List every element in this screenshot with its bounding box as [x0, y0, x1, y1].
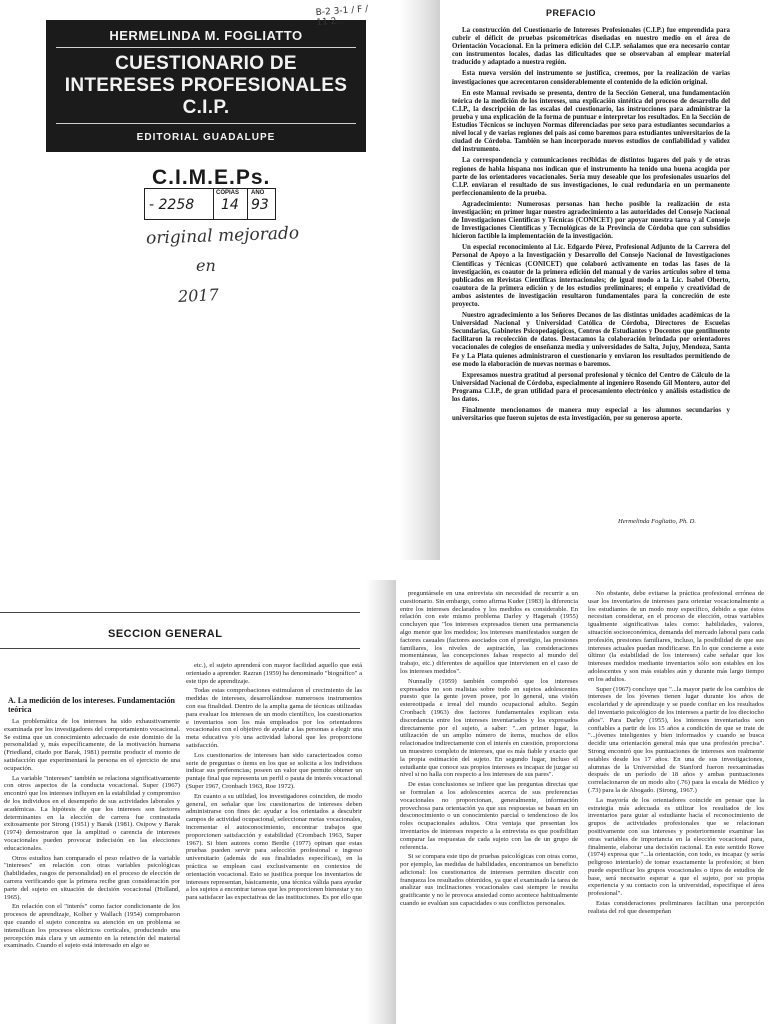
preface-paragraph: La construcción del Cuestionario de Intereses Profesionales (C.I.P.) fue emprendida para cubrir el déficit de pruebas psicométricas diseñadas en nuestro medio en el área de Orientación Vocacional. En la primera edición del C.I.P. señalamos que era necesario contar con instrumentos locales, dadas las dificultades que se observaban al emplear material traducido y adaptado a nuestra región.	[452, 27, 730, 67]
text-column-2	[186, 662, 362, 904]
column-paragraph: Los cuestionarios de intereses han sido caracterizados como serie de preguntas o ítems en los que se solicita a los individuos indicar sus preferencias; poseen un valor que permite obtener un puntaje final que representa un perfil o pauta de interés vocacional (Super 1967, Cronbach 1963, Roe 1972).	[186, 751, 362, 790]
text-column-1	[4, 718, 180, 952]
handwritten-corner-note: B-2 3-1 / F / 11 2...	[315, 4, 369, 29]
column-paragraph: En cuanto a su utilidad, los investigadores coinciden, de modo general, en señalar que los cuestionarios de intereses deben administrarse con fines de: ayudar a los orientados a descubrir campos de actividad ocupacional, seleccionar metas vocacionales, incrementar el autoconocimiento, encontrar trabajos que proporcionen satisfacción y estabilidad (Crombach 1963, Super 1967). Si bien autores como Berdie (1977) opinan que estas pruebas pueden servir para selección profesional e ingreso universitario (además de sus finalidades específicas), en la práctica se emplean casi exclusivamente en contextos de orientación vocacional. Esto se justifica porque los inventarios de intereses representan, básicamente, una técnica válida para ayudar a los sujetos a encontrar tareas que les proporcionen bienestar y no para satisfacer las expectativas de las instituciones. Es por ello que	[186, 792, 362, 902]
text-column-3	[400, 590, 578, 910]
cover-title-line2: INTERESES PROFESIONALES	[64, 75, 348, 96]
column-paragraph: De estas conclusiones se infiere que las preguntas directas que se formulan a los adolescentes acerca de sus preferencias vocacionales no proporcionan, generalmente, información provechosa para orientación ya que sus respuestas se basan en un desconocimiento o un conocimiento parcial o tendencioso de los roles ocupacionales adultos. Otra ventaja que presentan los inventarios de intereses respecto a la entrevista es que posibilitan comparar las respuestas de cada sujeto con las de un grupo de referencia.	[400, 781, 578, 851]
preface-paragraph: Esta nueva versión del instrumento se justifica, creemos, por la realización de varias investigaciones que acrecentaron considerablemente el contenido de la edición original.	[452, 70, 730, 86]
preface-paragraph: Finalmente mencionamos de manera muy especial a los alumnos secundarios y universitarios que fueron sujetos de esta investigación, por su generoso aporte.	[452, 407, 730, 423]
library-stamp	[144, 188, 276, 220]
column-paragraph: preguntársele en una entrevista sin necesidad de recurrir a un cuestionario. Sin embargo, como afirma Kuder (1983) la diferencia entre los intereses declarados y los medidos es considerable. En relación con este mismo problema Darley y Hagenah (1955) concluyen que "los intereses expresados tienen una permanencia algo menor que los medidos; los intereses manifestados surgen de factores casuales (factores asociados con el prestigio, las presiones familiares, los niveles de aspiración, las consideraciones momentáneas, las concepciones falsas respecto al mundo del trabajo, etc.) diferentes de aquéllos que intervienen en el caso de los intereses medidos".	[400, 590, 578, 675]
column-paragraph: Nunnally (1959) también comprobó que los intereses expresados no son realistas sobre todo en sujetos adolescentes puesto que la gente joven posee, por lo general, una visión estereotipada e irreal del mundo ocupacional adulto. Según Cronbach (1963) dos factores fundamentales explican esta discordancia entre los intereses inventariados y los expresados directamente por el sujeto, a saber: "...en primer lugar, la utilización de un amplio número de ítems, muchos de ellos relacionados indirectamente con el interés en cuestión, proporciona un muestreo completo de intereses, que es más fiable y exacto que la propia estimación del sujeto. En segundo lugar, incluso el estudiante que conoce sus propios intereses es incapaz de juzgar su nivel si no halla con respecto a los intereses de sus pares".	[400, 677, 578, 779]
preface-paragraph: Un especial reconocimiento al Lic. Edgardo Pérez, Profesional Adjunto de la Carrera del Personal de Apoyo a la Investigación y Desarrollo del Consejo Nacional de Investigaciones Científicas y Técnicas (CONICET) que colaboró activamente en todas las fases de la investigación, es coautor de la primera edición del manual y de varios artículos sobre el tema publicados en Revistas Científicas internacionales; de igual modo a la Lic. Isabel Oberto, coautora de la primera edición y de los estudios preliminares; el empeño y creatividad de ambos asistentes de investigación resultaron fundamentales para la concreción de este proyecto.	[452, 244, 730, 308]
column-paragraph: Otros estudios han comparado el peso relativo de la variable "intereses" en relación con otras variables psicológicas (habilidades, rasgos de personalidad) en el proceso de elección de carrera verificando que la primera recibe gran consideración por parte del sujeto en situación de decisión vocacional (Holland, 1965).	[4, 854, 180, 901]
column-paragraph: Si se compara este tipo de pruebas psicológicas con otras como, por ejemplo, las medidas de habilidades, encontramos un beneficio adicional: los cuestionarios de intereses permiten discutir con franqueza los resultados obtenidos, ya que el examinado la tarea de analizar sus inclinaciones vocacionales casi siempre le resulta gratificante y no le provoca ansiedad como acontece habitualmente cuando se evalúan sus capacidades o sus conflictos personales.	[400, 853, 578, 908]
section-title: SECCION GENERAL	[108, 628, 223, 640]
handwritten-note-line1: original mejorado	[145, 223, 300, 249]
stamp-year-value: 93	[251, 197, 269, 213]
section-rule-top	[0, 612, 360, 613]
handwritten-note-line3: 2017	[177, 284, 220, 307]
preface-paragraph: Nuestro agradecimiento a los Señores Decanos de las distintas unidades académicas de la Universidad Nacional y Universidad Católica de Córdoba, Directores de Escuelas Secundarias, Gabinetes Psicopedagógicos, Centros de Estudiantes y Docentes que gentilmente facilitaron la recolección de datos. Destacamos la colaboración brindada por orientadores vocacionales de colegios de enseñanza media y universidades de Salta, Jujuy, Mendoza, Santa Fe y La Plata quienes administraron el cuestionario y enviaron los resultados permitiendo de ese modo la elaboración de nuevas normas o baremos.	[452, 312, 730, 368]
preface-paragraph: Agradecimiento: Numerosas personas han hecho posible la realización de esta investigación; en primer lugar nuestro agradecimiento a las autoridades del Consejo Nacional de Investigaciones Científicas y Técnicas (CONICET) por apoyar nuestra tarea y al Consejo de Investigaciones Científicas y Tecnológicas de la Provincia de Córdoba que con subsidios hicieron factible la implementación de la investigación.	[452, 200, 730, 241]
column-paragraph: La variable "intereses" también se relaciona significativamente con otros aspectos de la conducta vocacional. Super (1967) encontró que los intereses influyen en la estabilidad y compromiso de los individuos en el desempeño de sus actividades laborales y académicas. La hipótesis de que los intereses son factores determinantes en la elección de carrera fue contrastada exitosamente por Strong (1951) y Barak (1981). Osipow y Barak (1974) demostraron que la amplitud o carencia de intereses vocacionales pueden provocar indecisión en las elecciones educacionales.	[4, 774, 180, 852]
preface-paragraph: Expresamos nuestra gratitud al personal profesional y técnico del Centro de Cálculo de la Universidad Nacional de Córdoba, especialmente al ingeniero Rosendo Gil Montero, autor del Programa C.I.P., de gran utilidad para el procesamiento electrónico y análisis estadístico de los datos.	[452, 371, 730, 404]
preface-signature: Hermelinda Fogliatto, Ph. D.	[618, 518, 697, 525]
column-paragraph: etc.), el sujeto aprenderá con mayor facilidad aquello que está orientado a aprender. Razran (1959) ha denominado "biográfico" a este tipo de aprendizaje.	[186, 662, 362, 685]
preface-paragraph: En este Manual revisado se presenta, dentro de la Sección General, una fundamentación teórica de la medición de los intereses, una explicación sintética del proceso de desarrollo del C.I.P., la descripción de las escalas del cuestionario, las instrucciones para administrar la prueba y una explicación de la forma de puntuar e interpretar los resultados. En la Sección de Estudios Técnicos se incluyen Normas diferenciadas por sexo para estudiantes secundarios a nivel local y de varias regiones del país así como baremos para estudiantes universitarios de la ciudad de Córdoba. También se han incorporado nuevos estudios de confiabilidad y validez del instrumento.	[452, 89, 730, 154]
stamp-year-label: AÑO	[251, 190, 265, 196]
preface-paragraph: La correspondencia y comunicaciones recibidas de distintos lugares del país y de otras regiones de habla hispana nos indican que el instrumento ha tenido una buena acogida por parte de los orientadores vocacionales. Sería muy deseable que los profesionales usuarios del C.I.P. enviaran el resultado de sus investigaciones, lo cual redundaría en un permanente perfeccionamiento de la prueba.	[452, 157, 730, 197]
column-paragraph: La problemática de los intereses ha sido exhaustivamente examinada por los investigadores del comportamiento vocacional. Se estima que un conocimiento adecuado de este dominio de la personalidad y, más específicamente, de la motivación humana (Friedland, citado por Barak, 1981) permite producir el monto de satisfacción que experimentará la persona en el ejercicio de una ocupación.	[4, 718, 180, 772]
stamp-number: - 2258	[149, 197, 195, 213]
cover-title-line3: C.I.P.	[182, 97, 230, 118]
cover-rule-top	[56, 47, 356, 48]
section-rule-bottom	[0, 648, 360, 649]
page-gutter-shadow-top	[400, 0, 440, 560]
column-paragraph: Estas consideraciones preliminares facilitan una percepción realista del rol que desempeñan	[588, 900, 764, 915]
cover-publisher: EDITORIAL GUADALUPE	[136, 132, 276, 143]
stamp-copies-value: 14	[221, 197, 239, 213]
book-cover	[46, 20, 366, 152]
column-paragraph: Todas estas comprobaciones estimularon el crecimiento de las medidas de intereses, desarrollándose numerosos instrumentos con esa finalidad. Dentro de la amplia gama de técnicas utilizadas para evaluar los intereses de un modo científico, los cuestionarios e inventarios son los más empleados por los orientadores vocacionales con el objetivo de ayudar a las personas a elegir una meta educativa y/o una actividad laboral que les proporcione satisfacción.	[186, 687, 362, 749]
preface-body	[452, 27, 730, 426]
text-column-4	[588, 590, 764, 918]
stamp-divider-1	[213, 189, 214, 219]
page-gutter-shadow-bottom	[366, 580, 396, 1024]
column-paragraph: En relación con el "interés" como factor condicionante de los procesos de aprendizaje, Kolher y Wallach (1954) comprobaron que cuando el sujeto concentra su atención en un problema se intensifican los procesos eléctricos corticales, produciendo una percepción más clara y un aumento en la retención del material examinado. Cuando el sujeto está interesado en algo se	[4, 903, 180, 950]
cover-title-line1: CUESTIONARIO DE	[115, 53, 297, 74]
cover-author: HERMELINDA M. FOGLIATTO	[109, 28, 303, 43]
subsection-heading: A. La medición de los intereses. Fundamentación teórica	[8, 696, 175, 714]
column-paragraph: Super (1967) concluye que "...la mayor parte de los cambios de intereses de los jóvenes tienen lugar durante los años de escolaridad y de aprendizaje y se puede confiar en los resultados del inventario psicológico de los intereses a partir de los dieciocho años". Para Darley (1955), los intereses inventariados son confiables a partir de los 15 años a condición de que se trate de "...jóvenes inteligentes y bien informados y cuando se busca decidir una orientación general más que una profesión precisa". Strong encontró que los puntuaciones de intereses son realmente estables desde los 17 años. En una de sus investigaciones, alumnas de la Universidad de Stanford fueron reexaminadas después de un período de 18 años y ambas puntuaciones correlacionaron de un modo alto (.76) para la escala de Médico y (.73) para la de Abogado. (Strong, 1967.)	[588, 685, 764, 794]
cover-rule-bottom	[56, 123, 356, 124]
handwritten-note-line2: en	[196, 256, 216, 275]
column-paragraph: No obstante, debe evitarse la práctica profesional errónea de usar los inventarios de intereses para orientar vocacionalmente a los estudiantes de un modo muy específico, debido a que éstos necesitan considerar, en el proceso de elección, otras variables igualmente significativas tales como: habilidades, valores, situación socioeconómica, demanda del mercado laboral para cada profesión, presiones familiares, incluso, la posibilidad de que sus intereses actuales puedan modificarse. En lo que concierne a este último (la estabilidad de los intereses) cabe señalar que los intereses medidos mediante inventarios sólo son estables en los adolescentes y son más estables aún y durante más largo tiempo en los adultos.	[588, 590, 764, 683]
column-paragraph: La mayoría de los orientadores coincide en pensar que la estrategia más adecuada es utilizar los resultados de los inventarios para guiar al estudiante hacia el reconocimiento de grupos de actividades profesionales que se relacionan positivamente con sus intereses y posteriormente examinar las otras variables de importancia en la elección vocacional para, finalmente, elaborar una decisión racional. En este sentido Rowe (1974) expresa que "...la orientación, con todo, es incapaz (y sería peligroso intentarlo) de tomar exactamente la profesión; si bien puede especificar los grupos vocacionales o tipos de estudios de base, será necesario esperar a que el sujeto, por su propia experiencia y su contacto con la universidad, especifique el área profesional".	[588, 796, 764, 898]
stamp-copies-label: COPIAS	[216, 190, 240, 196]
preface-title: PREFACIO	[546, 8, 597, 18]
stamp-divider-2	[247, 189, 248, 219]
stamp-title: C.I.M.E.Ps.	[152, 166, 271, 189]
